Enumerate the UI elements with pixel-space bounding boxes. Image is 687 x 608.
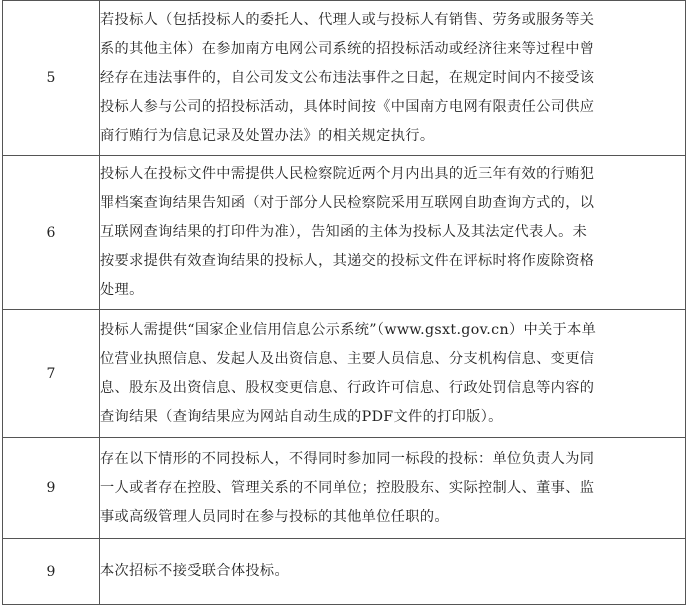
text-line: 投标人在投标文件中需提供人民检察院近两个月内出具的近三年有效的行贿犯 xyxy=(100,166,595,182)
text-line: 一人或者存在控股、管理关系的不同单位；控股股东、实际控制人、董事、监 xyxy=(100,479,595,496)
text-line: 息、股东及出资信息、股权变更信息、行政许可信息、行政处罚信息等内容的 xyxy=(100,379,595,396)
row-description xyxy=(100,156,686,310)
table-row xyxy=(3,310,686,438)
text-line: 查询结果（查询结果应为网站自动生成的PDF文件的打印版）。 xyxy=(100,408,503,425)
text-line: 投标人需提供“国家企业信用信息公示系统”（www.gsxt.gov.cn）中关于本单 xyxy=(100,321,597,338)
row-number: 9 xyxy=(3,539,100,605)
text-line: 商行贿行为信息记录及处置办法》的相关规定执行。 xyxy=(100,127,435,144)
text-line: 本次招标不接受联合体投标。 xyxy=(100,563,289,579)
text-line: 经存在违法事件的，自公司发文公布违法事件之日起，在规定时间内不接受该 xyxy=(100,69,595,86)
row-number: 5 xyxy=(3,1,100,156)
text-line: 投标人参与公司的招投标活动，具体时间按《中国南方电网有限责任公司供应 xyxy=(100,98,595,115)
row-number: 6 xyxy=(3,156,100,310)
table-row xyxy=(3,438,686,539)
text-line: 罪档案查询结果告知函（对于部分人民检察院采用互联网自助查询方式的，以 xyxy=(100,195,595,211)
text-line: 存在以下情形的不同投标人，不得同时参加同一标段的投标：单位负责人为同 xyxy=(100,450,595,467)
row-description xyxy=(100,438,686,539)
row-number: 9 xyxy=(3,438,100,539)
text-line: 事或高级管理人员同时在参与投标的其他单位任职的。 xyxy=(100,508,449,525)
text-line: 若投标人（包括投标人的委托人、代理人或与投标人有销售、劳务或服务等关 xyxy=(100,11,595,28)
text-line: 按要求提供有效查询结果的投标人，其递交的投标文件在评标时将作废除资格 xyxy=(100,253,595,269)
requirements-table xyxy=(2,0,686,605)
row-number: 7 xyxy=(3,310,100,438)
row-description xyxy=(100,1,686,156)
row-description xyxy=(100,539,686,605)
text-line: 位营业执照信息、发起人及出资信息、主要人员信息、分支机构信息、变更信 xyxy=(100,350,595,367)
table-row xyxy=(3,156,686,310)
text-line: 互联网查询结果的打印件为准），告知函的主体为投标人及其法定代表人。未 xyxy=(100,224,588,240)
table-row xyxy=(3,1,686,156)
text-line: 系的其他主体）在参加南方电网公司系统的招投标活动或经济往来等过程中曾 xyxy=(100,40,595,57)
table-row xyxy=(3,539,686,605)
row-description xyxy=(100,310,686,438)
text-line: 处理。 xyxy=(100,282,144,298)
